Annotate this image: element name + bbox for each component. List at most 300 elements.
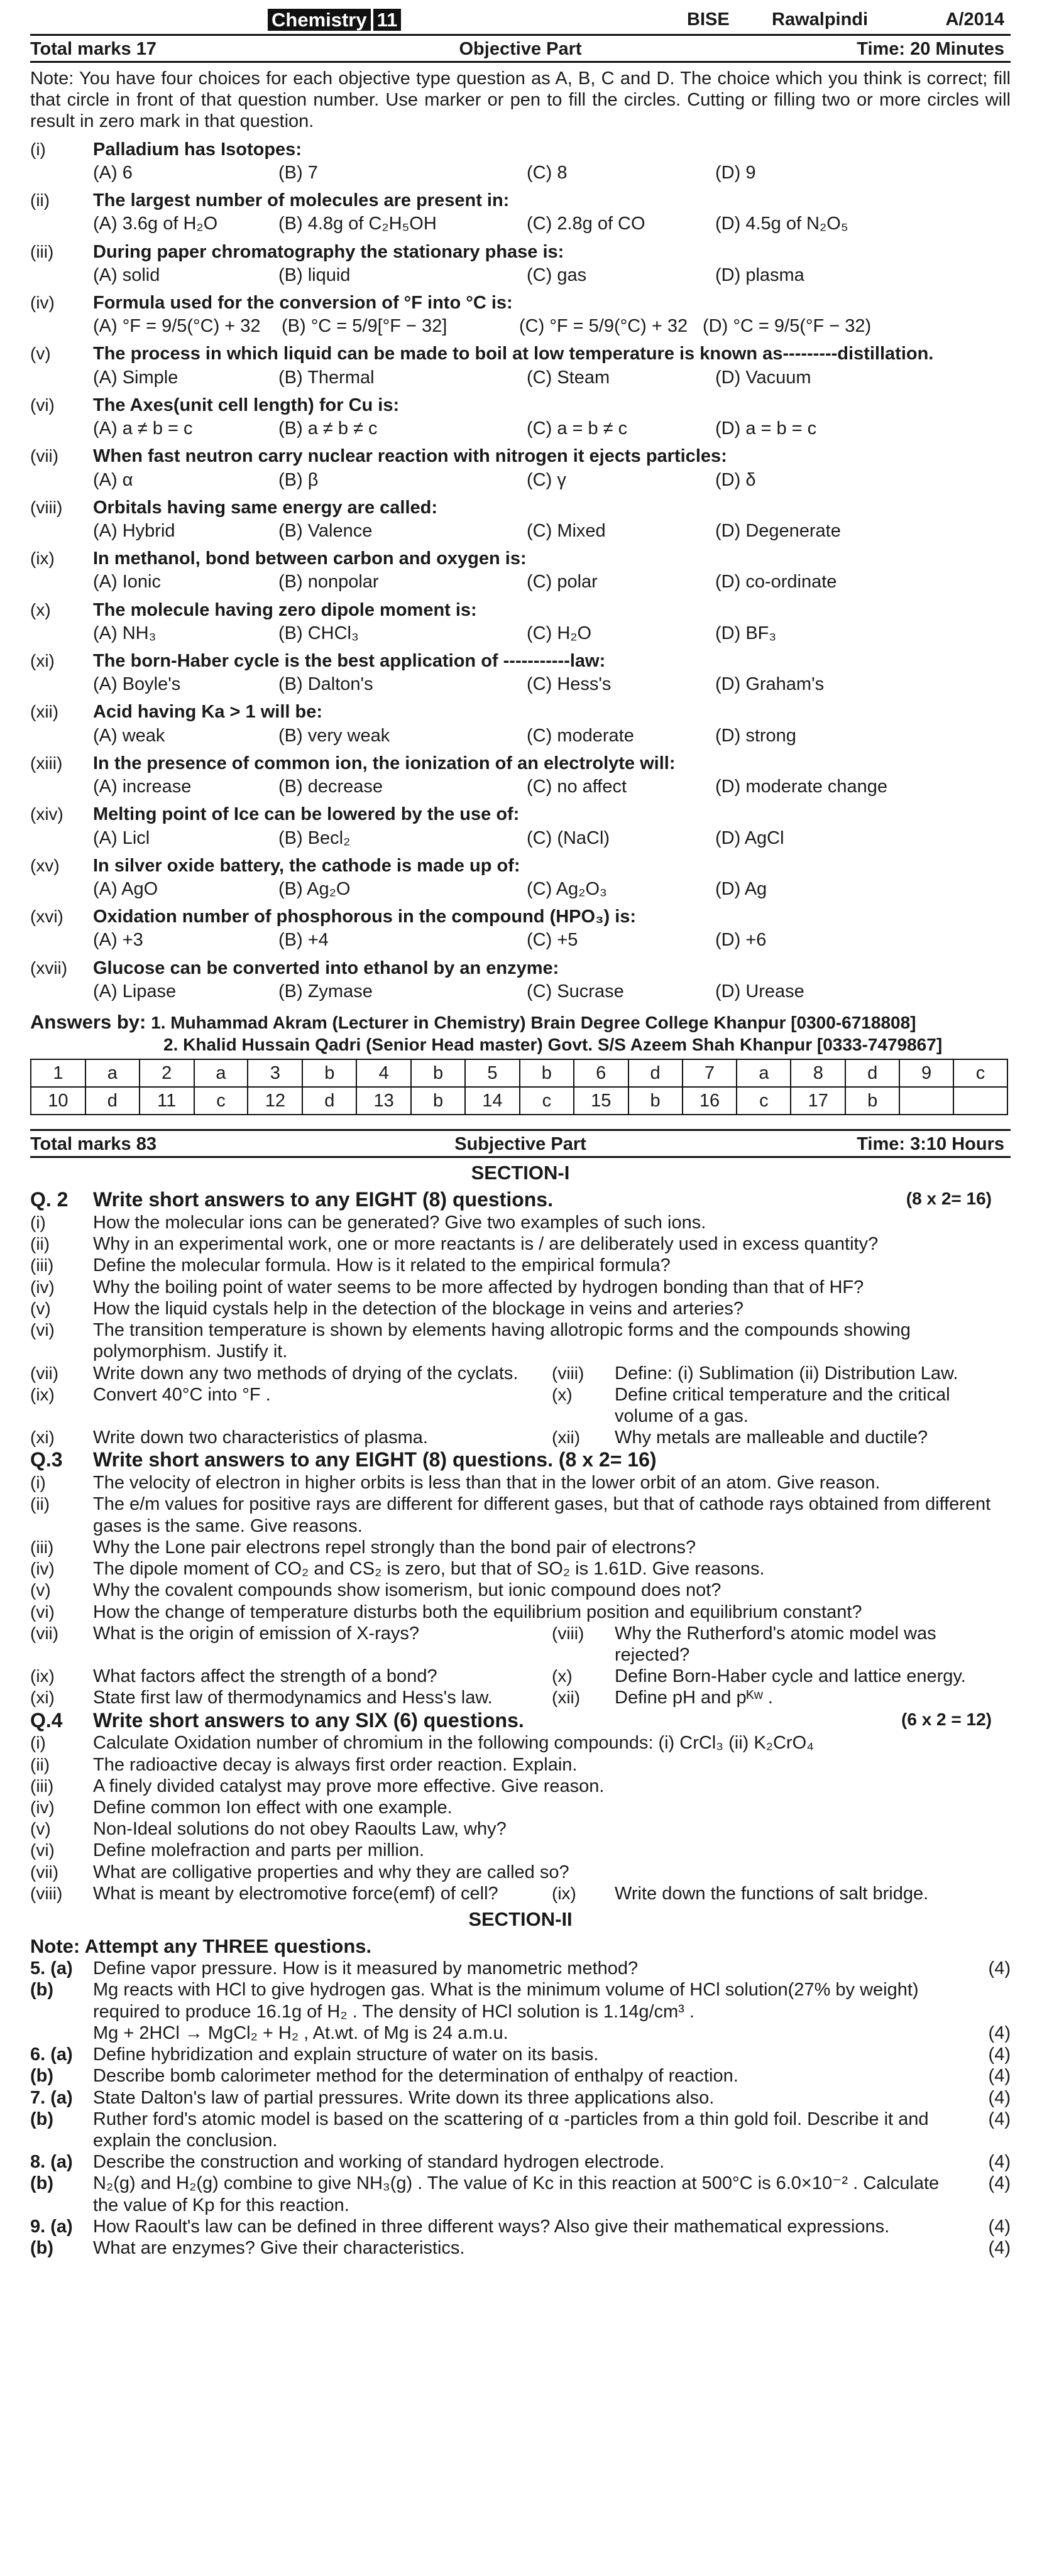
mcq-option: (A) a ≠ b = c [93,418,193,439]
subject-title [268,9,401,32]
mcq-item [30,548,1011,598]
short-question-text: Define molefraction and parts per million. [93,1840,425,1861]
mcq-number: (xiii) [30,753,63,773]
question-instruction: Write short answers to any EIGHT (8) questions. (8 x 2= 16) [93,1448,657,1471]
objective-time: Time: 20 Minutes [857,39,1004,59]
question-heading [30,1188,1011,1212]
question-heading [30,1709,1011,1733]
short-question-text: What factors affect the strength of a bond? [93,1666,437,1687]
mcq-option: (B) liquid [278,265,351,285]
long-question-part [30,2022,1011,2044]
mcq-number: (vi) [30,395,55,415]
subjective-header [30,1131,1011,1156]
question-marks: (8 x 2= 16) [906,1189,992,1209]
short-question-text: The radioactive decay is always first order reaction. Explain. [93,1754,578,1775]
long-question-part [30,2173,1011,2215]
mcq-question: During paper chromatography the stationary phase is: [93,241,564,262]
mcq-option: (D) °C = 9/5(°F − 32) [703,316,872,337]
short-question-text: How the change of temperature disturbs both the equilibrium position and equilibrium constant? [93,1602,862,1622]
mcq-option: (B) very weak [278,725,390,746]
mcq-options [93,981,1011,1002]
short-question-text: Why the Rutherford's atomic model was rejected? [615,1623,936,1665]
short-question-number: (vii) [30,1623,59,1643]
paper-header [30,6,1011,34]
long-question-number: 7. (a) [30,2087,73,2108]
mcq-body [93,958,1011,1007]
short-question [30,1319,1011,1362]
question-number: Q. 2 [30,1188,69,1211]
long-question-marks: (4) [988,2022,1011,2043]
mcq-option: (A) Licl [93,827,150,848]
answer-key-cell: 4 [356,1059,411,1087]
answer-key-cell: b [302,1059,356,1087]
short-question-number: (iv) [30,1559,55,1579]
mcq-option: (C) polar [527,572,598,592]
answer-key-cell: 11 [140,1087,194,1115]
mcq-number: (iv) [30,292,55,312]
mcq-options [93,674,1011,695]
short-question-text: Why the boiling point of water seems to be more affected by hydrogen bonding than that of HF? [93,1277,864,1297]
mcq-number: (xii) [30,702,59,722]
short-question-text: Why the Lone pair electrons repel strongly than the bond pair of electrons? [93,1537,696,1558]
mcq-option: (A) Simple [93,367,178,388]
mcq-option: (B) 4.8g of C₂H₅OH [278,214,437,234]
answer-key-cell: b [845,1087,899,1115]
mcq-option: (D) Urease [715,981,804,1001]
mcq-body [93,906,1011,956]
short-question-number: (viii) [552,1623,584,1643]
mcq-option: (A) °F = 9/5(°C) + 32 [93,316,261,337]
mcq-question: Formula used for the conversion of °F into °C is: [93,292,513,313]
question-2 [30,1188,1011,1448]
answer-key-cell: a [194,1059,248,1087]
answer-key-cell: 14 [465,1087,520,1115]
short-question-text: The velocity of electron in higher orbits is less than that in the lower orbit of an atom. Give reason. [93,1473,881,1493]
long-question-number: 9. (a) [30,2216,73,2237]
short-question-text: How the molecular ions can be generated? Give two examples of such ions. [93,1213,706,1233]
short-question-number: (i) [30,1213,46,1233]
mcq-item [30,395,1011,444]
long-questions [30,1958,1011,2259]
mcq-option: (A) Boyle's [93,674,181,695]
short-question-number: (i) [30,1733,46,1753]
mcq-item [30,650,1011,700]
mcq-options [93,213,1011,234]
short-question-number: (vi) [30,1320,55,1340]
mcq-option: (D) BF₃ [715,623,777,643]
short-question-number: (xi) [30,1427,55,1448]
short-question-number: (iii) [30,1776,54,1796]
long-question-marks: (4) [988,2066,1011,2087]
short-question [30,1493,1011,1536]
short-question [30,1818,1011,1840]
mcq-question: The largest number of molecules are present in: [93,190,510,211]
mcq-options [93,929,1011,951]
subject-name: Chemistry [268,9,371,31]
mcq-options [93,520,1011,542]
short-question-number: (vii) [30,1862,59,1882]
short-question-text: What is meant by electromotive force(emf) of cell? [93,1883,498,1904]
long-question-text: What are enzymes? Give their characteristics. [93,2238,465,2259]
mcq-option: (C) 8 [527,162,568,183]
answer-key-cell: 9 [899,1059,953,1087]
class-badge: 11 [373,9,402,31]
answer-key-cell: 3 [248,1059,302,1087]
answer-key-cell: d [85,1087,140,1115]
short-question-text: Write down any two methods of drying of the cyclats. [93,1363,518,1384]
short-question-number: (x) [552,1384,573,1404]
mcq-number: (xi) [30,651,55,671]
long-question-text: Mg + 2HCl → MgCl₂ + H₂ , At.wt. of Mg is 24 a.m.u. [93,2022,508,2043]
mcq-option: (B) decrease [278,777,383,797]
mcq-option: (B) nonpolar [278,572,379,592]
short-question-number: (viii) [30,1883,63,1903]
mcq-question: In silver oxide battery, the cathode is made up of: [93,855,520,876]
mcq-body [93,804,1011,853]
board-name: BISE [687,9,730,30]
answer-key-cell: 2 [140,1059,194,1087]
short-question-number: (vii) [30,1363,59,1383]
exam-page [30,0,1011,2259]
long-question-part [30,2237,1011,2259]
short-question [30,1776,1011,1797]
mcq-option: (D) 9 [715,162,756,183]
short-question-text: The transition temperature is shown by elements having allotropic forms and the compounds showing polymorphism. Justify it. [93,1320,911,1362]
short-question [30,1580,1011,1601]
short-question-number: (xii) [552,1688,581,1708]
long-question-part [30,2044,1011,2065]
long-question-number: (b) [30,2066,54,2087]
long-question-part [30,2087,1011,2109]
answers-label: Answers by: [30,1011,146,1034]
short-question-number: (iv) [30,1277,55,1297]
mcq-item [30,445,1011,495]
short-question-pair [30,1427,1011,1448]
mcq-question: The process in which liquid can be made to boil at low temperature is known as---------distillation. [93,344,934,364]
long-question-text: How Raoult's law can be defined in three different ways? Also give their mathematical expressions. [93,2216,890,2237]
answer-key-cell: 8 [791,1059,845,1087]
short-question-number: (iii) [30,1255,54,1275]
short-question [30,1212,1011,1233]
answers-line-2: 2. Khalid Hussain Qadri (Senior Head master) Govt. S/S Azeem Shah Khanpur [0333-7479867] [163,1034,943,1054]
mcq-body [93,650,1011,700]
short-question-number: (vi) [30,1840,55,1860]
short-question-text: Why in an experimental work, one or more reactants is / are deliberately used in excess quantity? [93,1234,879,1255]
short-question-text: State first law of thermodynamics and Hess's law. [93,1688,493,1708]
answer-key-cell: b [411,1059,465,1087]
mcq-option: (A) weak [93,725,165,746]
answer-key-table [30,1059,1008,1115]
answer-key-cell: d [302,1087,356,1115]
mcq-options [93,776,1011,797]
long-question-number: (b) [30,1980,54,2000]
short-question-text: Calculate Oxidation number of chromium in the following compounds: (i) CrCl₃ (ii) K₂CrO₄ [93,1733,814,1754]
mcq-item [30,804,1011,853]
question-marks [992,1448,1011,1472]
answers-line-1: 1. Muhammad Akram (Lecturer in Chemistry) Brain Degree College Khanpur [0300-6718808] [151,1013,916,1033]
short-question [30,1732,1011,1754]
long-question-number: (b) [30,2238,54,2259]
mcq-body [93,855,1011,905]
short-question-number: (v) [30,1819,51,1839]
short-question [30,1277,1011,1298]
mcq-body [93,395,1011,444]
short-question-text: The dipole moment of CO₂ and CS₂ is zero, but that of SO₂ is 1.61D. Give reasons. [93,1559,765,1580]
long-question-marks: (4) [988,2173,1011,2194]
long-question-part [30,1979,1011,2022]
short-question-number: (v) [30,1580,51,1600]
long-question-part [30,2109,1011,2151]
mcq-option: (D) δ [715,469,756,490]
long-question-marks [960,1979,1011,2022]
mcq-option: (B) Zymase [278,981,373,1001]
mcq-item [30,190,1011,239]
mcq-options [93,265,1011,286]
long-question-part [30,2216,1011,2237]
objective-total-marks: Total marks 17 [30,39,156,59]
short-question [30,1537,1011,1558]
answer-key-cell: c [953,1059,1007,1087]
mcq-question: The Axes(unit cell length) for Cu is: [93,395,400,415]
answer-key-cell: b [520,1059,574,1087]
short-question-number: (i) [30,1473,46,1493]
long-question-text: N₂(g) and H₂(g) combine to give NH₃(g) . The value of Kc in this reaction at 500°C is 6.0×10⁻² . Calculate the value of Kp for this reaction. [93,2173,940,2215]
answer-key-cell: c [194,1087,248,1115]
long-question-marks: (4) [988,2087,1011,2108]
mcq-body [93,753,1011,802]
short-question-text: Define critical temperature and the critical volume of a gas. [615,1384,950,1426]
mcq-option: (D) Vacuum [715,367,811,388]
question-instruction: Write short answers to any SIX (6) questions. [93,1708,524,1732]
mcq-option: (D) plasma [715,265,804,285]
answer-key-row [31,1087,1007,1115]
mcq-body [93,241,1011,291]
answer-key-cell: b [628,1087,683,1115]
mcq-option: (B) Thermal [278,367,375,388]
mcq-options [93,315,1011,337]
long-question-part [30,1958,1011,1979]
short-question-text: A finely divided catalyst may prove more effective. Give reason. [93,1776,605,1796]
long-question-number: 5. (a) [30,1958,73,1979]
short-question-text: Define pH and pᴷʷ . [615,1688,773,1708]
long-question-marks: (4) [988,2109,1011,2129]
mcq-question: Orbitals having same energy are called: [93,497,438,518]
mcq-options [93,469,1011,491]
mcq-option: (C) 2.8g of CO [527,214,645,234]
mcq-number: (vii) [30,446,59,466]
short-question-text: What is the origin of emission of X-rays? [93,1623,419,1644]
long-question-text: State Dalton's law of partial pressures. Write down its three applications also. [93,2087,715,2108]
answer-key-cell: d [845,1059,899,1087]
mcq-question: Oxidation number of phosphorous in the compound (HPO₃) is: [93,907,637,927]
short-question-number: (ix) [552,1883,576,1903]
mcq-question: Glucose can be converted into ethanol by an enzyme: [93,958,559,978]
mcq-question: The born-Haber cycle is the best application of -----------law: [93,651,606,672]
long-question-text: Describe bomb calorimeter method for the determination of enthalpy of reaction. [93,2066,738,2087]
mcq-number: (x) [30,599,51,619]
long-question-marks: (4) [988,2238,1011,2259]
short-question-number: (iii) [30,1537,54,1557]
answer-key-cell: a [85,1059,140,1087]
long-question-number: (b) [30,2173,54,2194]
short-question-text: Convert 40°C into °F . [93,1384,271,1405]
short-question-pair [30,1883,1011,1904]
mcq-number: (ix) [30,548,55,569]
short-question-pair [30,1384,1011,1427]
mcq-option: (A) Ionic [93,572,161,592]
section-2-note: Note: Attempt any THREE questions. [30,1935,372,1957]
mcq-body [93,497,1011,547]
short-question-number: (ix) [30,1384,55,1404]
long-question-marks: (4) [988,2044,1011,2065]
short-question-text: Define the molecular formula. How is it related to the empirical formula? [93,1255,671,1276]
question-number: Q.4 [30,1708,63,1732]
mcq-option: (A) Hybrid [93,520,175,541]
short-question-text: Non-Ideal solutions do not obey Raoults Law, why? [93,1819,507,1840]
short-question-text: Why the covalent compounds show isomerism, but ionic compound does not? [93,1580,722,1601]
answer-key-cell: 10 [31,1087,85,1115]
long-question-number [30,2022,93,2044]
mcq-list [30,139,1011,1007]
mcq-option: (D) +6 [715,930,767,951]
mcq-option: (B) 7 [278,162,318,183]
answers-credit [30,1011,1011,1034]
answer-key-cell: 6 [574,1059,628,1087]
mcq-option: (D) co-ordinate [715,572,837,592]
short-question-text: Write down the functions of salt bridge. [615,1883,929,1904]
mcq-number: (xv) [30,855,60,875]
short-question [30,1472,1011,1493]
divider [30,1156,1011,1158]
mcq-option: (D) AgCl [715,827,784,848]
short-question-number: (ii) [30,1754,50,1774]
mcq-option: (B) CHCl₃ [278,623,359,643]
subjective-total-marks: Total marks 83 [30,1133,156,1154]
short-question [30,1862,1011,1883]
short-question-number: (x) [552,1666,573,1686]
question-4 [30,1709,1011,1905]
subjective-title: Subjective Part [454,1133,586,1154]
short-question-number: (vi) [30,1602,55,1622]
answer-key-cell: 12 [248,1087,302,1115]
short-question-text: Define common Ion effect with one example. [93,1798,453,1818]
mcq-body [93,343,1011,393]
mcq-option: (D) Degenerate [715,520,841,541]
mcq-options [93,418,1011,439]
answer-key-cell: 16 [683,1087,737,1115]
mcq-option: (B) β [278,469,319,490]
question-number: Q.3 [30,1448,63,1471]
long-question-text: Define hybridization and explain structure of water on its basis. [93,2044,599,2065]
mcq-number: (ii) [30,190,50,210]
short-question-text: How the liquid cystals help in the detection of the blockage in veins and arteries? [93,1298,743,1319]
short-question [30,1558,1011,1580]
objective-header [30,36,1011,61]
mcq-number: (v) [30,344,51,364]
mcq-option: (D) moderate change [715,777,888,797]
mcq-number: (viii) [30,497,63,517]
mcq-body [93,701,1011,751]
mcq-option: (C) H₂O [527,623,592,643]
short-question-text: What are colligative properties and why they are called so? [93,1862,569,1882]
mcq-item [30,701,1011,751]
mcq-option: (C) (NaCl) [527,827,610,848]
answer-key-cell: 1 [31,1059,85,1087]
short-question-text: Write down two characteristics of plasma. [93,1427,428,1448]
answer-key-row [31,1059,1007,1087]
answer-key-cell: c [520,1087,574,1115]
mcq-number: (xvii) [30,958,68,978]
short-question-number: (ix) [30,1666,55,1686]
answer-key-cell: 15 [574,1087,628,1115]
answer-key-cell: a [737,1059,791,1087]
answer-key-cell: 13 [356,1087,411,1115]
objective-title: Objective Part [459,39,582,59]
long-question-number: 6. (a) [30,2044,73,2065]
mcq-option: (A) NH₃ [93,623,156,643]
long-question-marks: (4) [988,1958,1011,1979]
mcq-options [93,367,1011,388]
short-question-number: (iv) [30,1798,55,1817]
mcq-item [30,139,1011,188]
mcq-options [93,827,1011,849]
question-marks: (6 x 2 = 12) [901,1709,992,1729]
answer-key-cell: d [628,1059,683,1087]
short-question-number: (ii) [30,1494,50,1514]
mcq-question: Palladium has Isotopes: [93,139,302,160]
mcq-item [30,906,1011,956]
mcq-item [30,753,1011,802]
mcq-option: (C) °F = 5/9(°C) + 32 [519,316,688,337]
mcq-option: (C) Ag₂O₃ [527,879,607,899]
mcq-option: (C) moderate [527,725,634,746]
short-question [30,1298,1011,1319]
short-question [30,1255,1011,1276]
mcq-item [30,497,1011,547]
answer-key-cell [953,1087,1007,1115]
mcq-option: (A) increase [93,777,192,797]
mcq-option: (C) Hess's [527,674,612,695]
mcq-option: (B) °C = 5/9[°F − 32] [282,316,447,337]
mcq-question: The molecule having zero dipole moment is: [93,599,477,620]
mcq-body [93,139,1011,188]
mcq-number: (xiv) [30,804,63,824]
mcq-option: (A) 3.6g of H₂O [93,214,218,234]
answer-key-cell [899,1087,953,1115]
short-question-number: (ii) [30,1234,50,1254]
short-question-pair [30,1687,1011,1708]
short-question-pair [30,1363,1011,1384]
answer-key-cell: 17 [791,1087,845,1115]
mcq-item [30,599,1011,649]
mcq-number: (i) [30,139,46,159]
mcq-option: (C) Mixed [527,520,606,541]
mcq-question: In methanol, bond between carbon and oxygen is: [93,548,527,569]
long-question-marks: (4) [988,2152,1011,2173]
answer-key-cell: b [411,1087,465,1115]
mcq-option: (B) Becl₂ [278,827,351,848]
short-question-text: Why metals are malleable and ductile? [615,1427,928,1448]
mcq-option: (A) 6 [93,162,133,183]
long-question-text: Mg reacts with HCl to give hydrogen gas. What is the minimum volume of HCl solution(27% by weight) required to produce 16.1g of H₂ . The density of HCl solution is 1.14g/cm³ . [93,1980,919,2022]
mcq-option: (C) no affect [527,777,627,797]
mcq-item [30,343,1011,393]
mcq-item [30,855,1011,905]
mcq-option: (C) +5 [527,930,578,951]
mcq-option: (D) a = b = c [715,418,817,439]
mcq-option: (C) Sucrase [527,981,624,1001]
city-name: Rawalpindi [772,9,869,30]
